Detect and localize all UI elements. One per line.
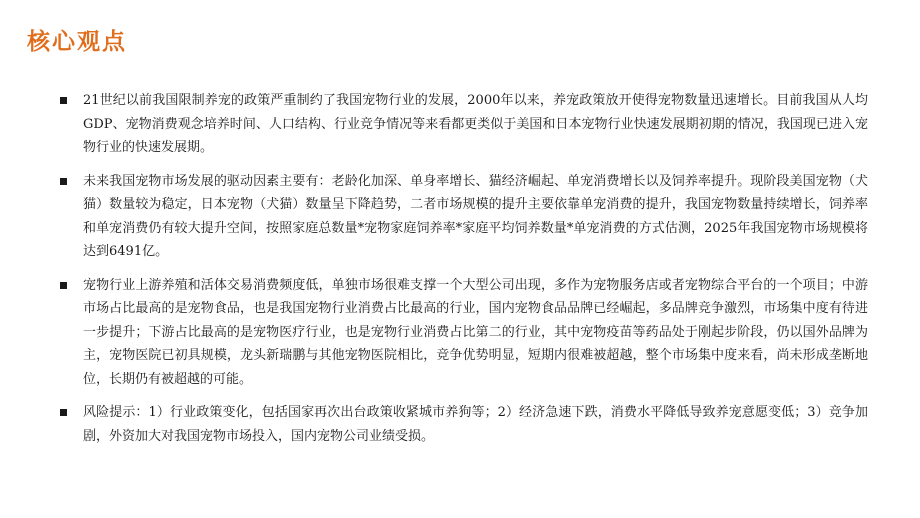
list-item — [58, 170, 868, 264]
page-title: 核心观点 — [27, 29, 127, 55]
point-text: 风险提示：1）行业政策变化，包括国家再次出台政策收紧城市养狗等；2）经济急速下跌，消费水平降低导致养宠意愿变低；3）竞争加剧，外资加大对我国宠物市场投入，国内宠物公司业绩受损。 — [83, 405, 868, 444]
square-bullet-icon — [60, 409, 67, 416]
list-item — [58, 401, 868, 448]
list-item — [58, 274, 868, 392]
square-bullet-icon — [60, 97, 67, 104]
list-item — [58, 89, 868, 160]
square-bullet-icon — [60, 178, 67, 185]
point-text: 宠物行业上游养殖和活体交易消费频度低，单独市场很难支撑一个大型公司出现，多作为宠物服务店或者宠物综合平台的一个项目；中游市场占比最高的是宠物食品，也是我国宠物行业消费占比最高的行业，国内宠物食品品牌已经崛起，多品牌竞争激烈，市场集中度有待进一步提升；下游占比最高的是宠物医疗行业，也是宠物行业消费占比第二的行业，其中宠物疫苗等药品处于刚起步阶段，仍以国外品牌为主，宠物医院已初具规模，龙头新瑞鹏与其他宠物医院相比，竞争优势明显，短期内很难被超越，整个市场集中度来看，尚未形成垄断地位，长期仍有被超越的可能。 — [83, 277, 868, 387]
square-bullet-icon — [60, 282, 67, 289]
point-text: 21世纪以前我国限制养宠的政策严重制约了我国宠物行业的发展，2000年以来，养宠政策放开使得宠物数量迅速增长。目前我国从人均GDP、宠物消费观念培养时间、人口结构、行业竞争情况等来看都更类似于美国和日本宠物行业快速发展期初期的情况，我国现已进入宠物行业的快速发展期。 — [83, 93, 868, 155]
key-points-list — [58, 89, 868, 458]
point-text: 未来我国宠物市场发展的驱动因素主要有：老龄化加深、单身率增长、猫经济崛起、单宠消费增长以及饲养率提升。现阶段美国宠物（犬猫）数量较为稳定，日本宠物（犬猫）数量呈下降趋势，二者市场规模的提升主要依靠单宠消费的提升，我国宠物数量持续增长，饲养率和单宠消费仍有较大提升空间，按照家庭总数量*宠物家庭饲养率*家庭平均饲养数量*单宠消费的方式估测，2025年我国宠物市场规模将达到6491亿。 — [83, 173, 868, 259]
